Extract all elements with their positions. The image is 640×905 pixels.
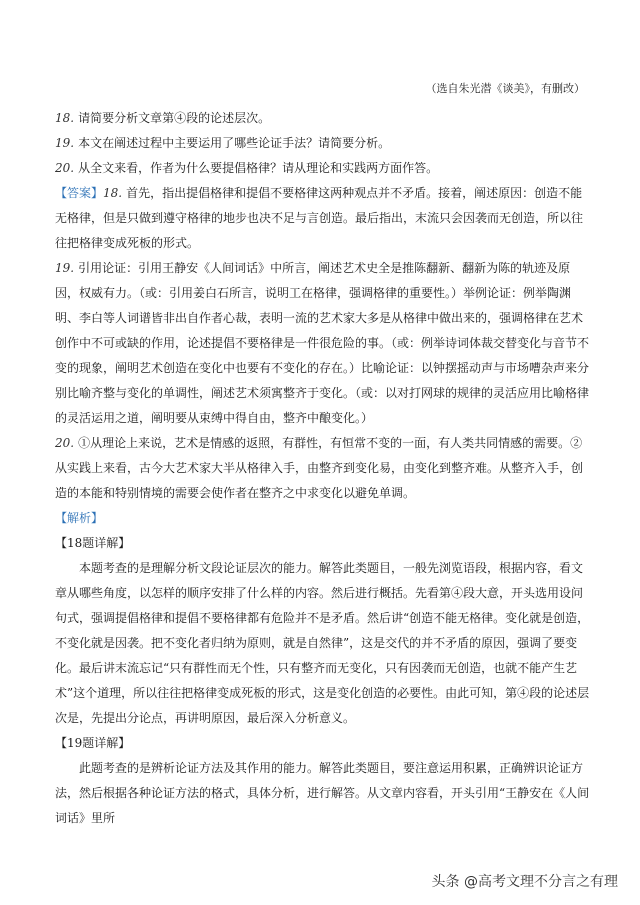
analysis-label: 【解析】	[55, 511, 104, 525]
detail-19-label: 【19题详解】	[55, 736, 131, 750]
question-20	[55, 156, 590, 181]
answer-18	[55, 181, 590, 256]
answer-label: 【答案】	[55, 186, 104, 200]
answer-19	[55, 256, 590, 431]
answer-20	[55, 431, 590, 506]
answer-text: ①从理论上来说，艺术是情感的返照，有群性，有恒常不变的一面，有人类共同情感的需要。②从实践上来看，古今大艺术家大半从格律入手，由整齐到变化易，由变化到整齐难。从整齐入手，创造的本能和特别情境的需要会使作者在整齐之中求变化以避免单调。	[55, 436, 584, 500]
question-18	[55, 106, 590, 131]
question-text: 从全文来看，作者为什么要提倡格律？请从理论和实践两方面作答。	[78, 161, 439, 175]
question-number: 19.	[55, 136, 75, 150]
question-number: 20.	[55, 161, 75, 175]
question-19	[55, 131, 590, 156]
answer-text: 引用论证：引用王静安《人间词话》中所言，阐述艺术史全是推陈翻新、翻新为陈的轨迹及原因，权威有力。（或：引用姜白石所言，说明工在格律，强调格律的重要性。）举例论证：例举陶渊明、李白等人词谱皆非出自作者心裁，表明一流的艺术家大多是从格律中做出来的，强调格律在艺术创作中不可或缺的作用，论述提倡不要格律是一件很危险的事。（或：例举诗词体裁交替变化与音节不变的现象，阐明艺术创造在变化中也要有不变化的存在。）比喻论证：以钟摆摇动声与市场嘈杂声来分别比喻齐整与变化的单调性，阐述艺术须寓整齐于变化。（或：以对打网球的规律的灵活应用比喻格律的灵活运用之道，阐明要从束缚中得自由，整齐中酿变化。）	[55, 261, 590, 425]
answer-number: 18.	[103, 186, 123, 200]
source-note: （选自朱光潜《谈美》，有删改）	[425, 82, 585, 95]
question-text: 请简要分析文章第④段的论述层次。	[78, 111, 271, 125]
answer-text: 首先，指出提倡格律和提倡不要格律这两种观点并不矛盾。接着，阐述原因：创造不能无格律，但是只做到遵守格律的地步也决不足与言创造。最后指出，末流只会因袭而无创造，所以往往把格律变成死板的形式。	[55, 186, 584, 250]
answer-number: 20.	[55, 436, 75, 450]
document-body	[55, 106, 590, 831]
detail-19-text: 此题考查的是辨析论证方法及其作用的能力。解答此类题目，要注意运用积累，正确辨识论证方法，然后根据各种论证方法的格式，具体分析，进行解答。从文章内容看，开头引用“王静安在《人间词话》里所	[55, 761, 590, 825]
detail-18-text: 本题考查的是理解分析文段论证层次的能力。解答此类题目，一般先浏览语段，根据内容，看文章从哪些角度，以怎样的顺序安排了什么样的内容。然后进行概括。先看第④段大意，开头选用设问句式，强调提倡格律和提倡不要格律都有危险并不是矛盾。然后讲“创造不能无格律。变化就是创造，不变化就是因袭。把不变化者归纳为原则，就是自然律”，这是交代的并不矛盾的原因，强调了要变化。最后讲末流忘记“只有群性而无个性，只有整齐而无变化，只有因袭而无创造，也就不能产生艺术”这个道理，所以往往把格律变成死板的形式，这是变化创造的必要性。由此可知，第④段的论述层次是，先提出分论点，再讲明原因，最后深入分析意义。	[55, 561, 590, 725]
question-number: 18.	[55, 111, 75, 125]
answer-number: 19.	[55, 261, 75, 275]
watermark-footer: 头条 @高考文理不分言之有理	[431, 874, 618, 890]
detail-18-label: 【18题详解】	[55, 536, 131, 550]
question-text: 本文在阐述过程中主要运用了哪些论证手法？请简要分析。	[78, 136, 391, 150]
